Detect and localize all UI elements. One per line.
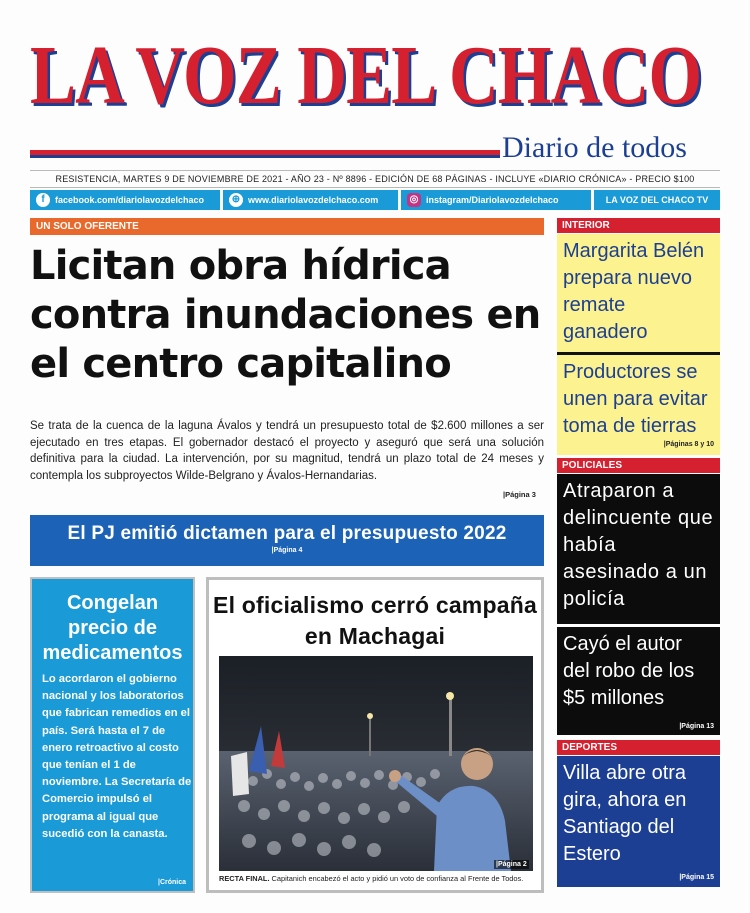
policiales-headline-2: Cayó el autor del robo de los $5 millones [563,633,695,709]
interior-story-remate[interactable] [557,234,720,353]
masthead [30,26,722,136]
photo-caption-lead: RECTA FINAL. [219,874,270,883]
facebook-icon: f [36,193,50,207]
pj-page-ref: |Página 4 [271,547,303,554]
medicamentos-story[interactable] [30,577,195,893]
main-kicker: UN SOLO OFERENTE [30,218,544,235]
facebook-label: facebook.com/diariolavozdelchaco [55,195,205,205]
policiales-headline-1: Atraparon a delincuente que había asesinado a un policía [563,480,714,610]
policiales-page-ref: |Página 13 [679,723,714,730]
deportes-page-ref: |Página 15 [679,874,714,881]
social-bar [30,190,720,210]
rally-photo [219,656,533,871]
tv-label: LA VOZ DEL CHACO TV [605,195,709,205]
tv-link[interactable] [594,190,720,210]
website-label: www.diariolavozdelchaco.com [248,195,379,205]
interior-headline-2: Productores se unen para evitar toma de tierras [563,361,708,437]
main-headline[interactable]: Licitan obra hídrica contra inundaciones en el centro capitalino [30,243,541,387]
photo-caption [219,874,539,883]
policiales-story-robo[interactable] [557,627,720,735]
interior-headline-1: Margarita Belén prepara nuevo remate ganadero [563,240,705,343]
section-label-deportes: DEPORTES [557,740,720,755]
masthead-rule [30,150,500,158]
main-lead: Se trata de la cuenca de la laguna Ávalos y tendrá un presupuesto total de $2.600 millones a ser ejecutado en tres etapas. El gobernador destacó el proyecto y aseguró que será una solución definitiva para la ciudad. La intervención, por su magnitud, tendrá un plazo total de 24 meses y contempla los subproyectos Wilde-Belgrano y Ávalos-Hernandarias. [30,420,544,482]
section-label-policiales: POLICIALES [557,458,720,473]
medicamentos-body: Lo acordaron el gobierno nacional y los laboratorios que fabrican remedios en el país. Será hasta el 7 de enero retroactivo al costo que tenían el 1 de noviembre. La Secretaría de Comercio impulsó el programa al igual que sucedió con la canasta. [42,673,192,840]
medicamentos-headline: Congelan precio de medicamentos [42,592,183,664]
policiales-story-delincuente[interactable] [557,474,720,624]
globe-icon: ⊕ [229,193,243,207]
instagram-label: instagram/Diariolavozdelchaco [426,195,559,205]
website-link[interactable] [223,190,398,210]
pj-headline: El PJ emitió dictamen para el presupuesto 2022 [67,523,507,544]
section-label-interior: INTERIOR [557,218,720,233]
masthead-title: LA VOZ DEL CHACO [30,29,702,122]
facebook-link[interactable] [30,190,220,210]
rally-photo-illustration [219,656,533,871]
photo-story-page-ref: |Página 2 [496,861,527,868]
deportes-headline: Villa abre otra gira, ahora en Santiago del Estero [563,762,687,865]
edition-line: RESISTENCIA, MARTES 9 DE NOVIEMBRE DE 2021 - AÑO 23 - Nº 8896 - EDICIÓN DE 68 PÁGINAS - INCLUYE «DIARIO CRÓNICA» - PRECIO $100 [30,170,720,188]
interior-story-tierras[interactable] [557,355,720,455]
photo-story[interactable] [206,577,544,893]
main-page-ref: |Página 3 [503,490,536,499]
deportes-story-villa[interactable] [557,756,720,887]
pj-story[interactable] [30,515,544,566]
instagram-link[interactable] [401,190,591,210]
interior-page-ref: |Páginas 8 y 10 [663,441,714,448]
photo-caption-text: Capitanich encabezó el acto y pidió un voto de confianza al Frente de Todos. [269,874,524,883]
medicamentos-page-ref: |Crónica [158,879,187,886]
photo-story-headline: El oficialismo cerró campaña en Machagai [213,592,537,649]
masthead-subtitle: Diario de todos [502,131,687,164]
instagram-icon: ◎ [407,193,421,207]
